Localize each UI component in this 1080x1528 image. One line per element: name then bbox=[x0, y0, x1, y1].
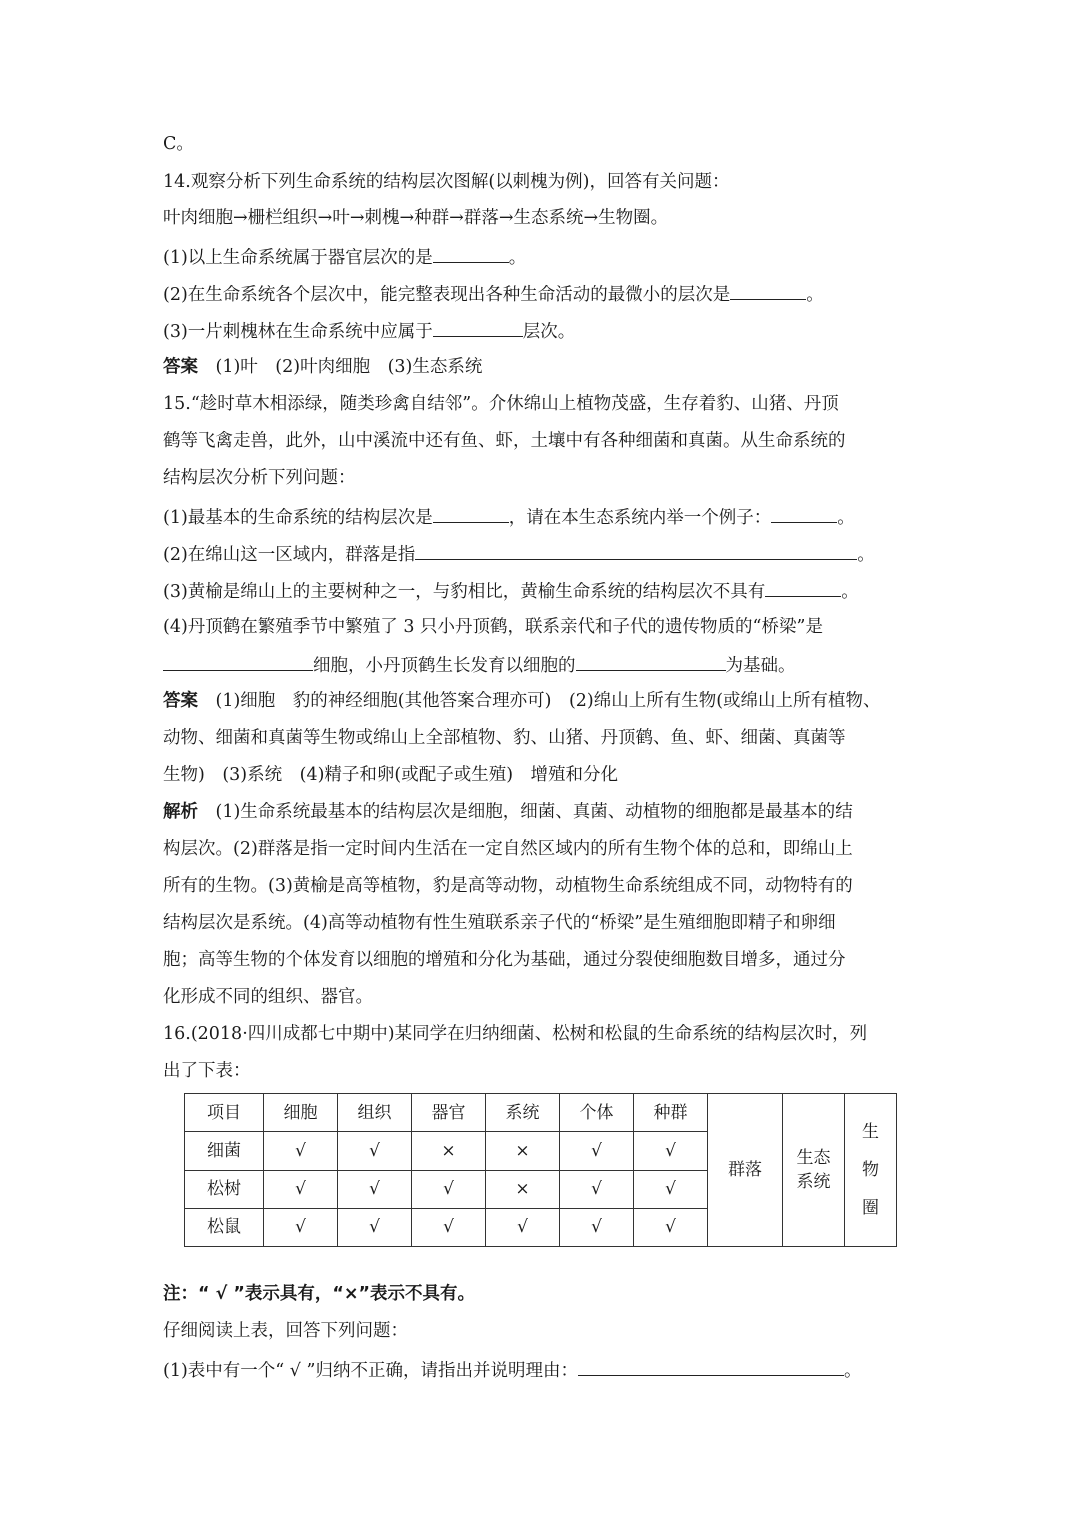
q14-part1: (1)以上生命系统属于器官层次的是 。 bbox=[163, 244, 526, 270]
q15-stem-2: 鹤等飞禽走兽，此外，山中溪流中还有鱼、虾，土壤中有各种细菌和真菌。从生命系统的 bbox=[163, 431, 846, 451]
q15-part1: (1)最基本的生命系统的结构层次是 ，请在本生态系统内举一个例子： 。 bbox=[163, 504, 855, 530]
answer-blank bbox=[771, 504, 837, 523]
q16-part1: (1)表中有一个“ √ ”归纳不正确，请指出并说明理由： 。 bbox=[163, 1357, 861, 1383]
table-header-row bbox=[185, 1094, 897, 1132]
q15-analysis-2: 构层次。(2)群落是指一定时间内生活在一定自然区域内的所有生物个体的总和，即绵山上 bbox=[163, 839, 853, 859]
header-cell: 组织 bbox=[338, 1094, 412, 1132]
answer-blank bbox=[433, 504, 509, 523]
table-cell: √ bbox=[560, 1132, 634, 1170]
header-cell: 器官 bbox=[412, 1094, 486, 1132]
table-cell: √ bbox=[264, 1170, 338, 1208]
q14-answer: 答案 (1)叶 (2)叶肉细胞 (3)生态系统 bbox=[163, 357, 483, 377]
q15-stem-1: 15.“趁时草木相添绿，随类珍禽自结邻”。介休绵山上植物茂盛，生存着豹、山猪、丹顶 bbox=[163, 394, 839, 414]
table-cell: × bbox=[486, 1170, 560, 1208]
answer-blank bbox=[163, 652, 313, 671]
header-cell-shengtai: 生态 系统 bbox=[783, 1094, 845, 1247]
answer-blank bbox=[578, 1357, 844, 1376]
table-cell: √ bbox=[338, 1132, 412, 1170]
q15-answer-2: 动物、细菌和真菌等生物或绵山上全部植物、豹、山猪、丹顶鹤、鱼、虾、细菌、真菌等 bbox=[163, 728, 846, 748]
header-cell: 细胞 bbox=[264, 1094, 338, 1132]
table-cell: √ bbox=[264, 1208, 338, 1246]
header-cell-qunluo: 群落 bbox=[708, 1094, 783, 1247]
header-cell-shengwuquan: 生 物 圈 bbox=[845, 1094, 897, 1247]
row-label: 细菌 bbox=[185, 1132, 264, 1170]
answer-label: 答案 bbox=[163, 691, 198, 711]
answer-blank bbox=[765, 578, 841, 597]
table-cell: √ bbox=[412, 1208, 486, 1246]
answer-label: 答案 bbox=[163, 357, 198, 377]
q14-stem: 14.观察分析下列生命系统的结构层次图解(以刺槐为例)，回答有关问题： bbox=[163, 172, 730, 192]
q15-part2: (2)在绵山这一区域内，群落是指 。 bbox=[163, 541, 875, 567]
table-cell: × bbox=[486, 1132, 560, 1170]
row-label: 松鼠 bbox=[185, 1208, 264, 1246]
answer-blank bbox=[433, 244, 509, 263]
table-cell: √ bbox=[412, 1170, 486, 1208]
q16-stem-2: 出了下表： bbox=[163, 1061, 251, 1081]
table-cell: √ bbox=[560, 1170, 634, 1208]
header-cell: 系统 bbox=[486, 1094, 560, 1132]
q15-answer-3: 生物) (3)系统 (4)精子和卵(或配子或生殖) 增殖和分化 bbox=[163, 765, 619, 785]
structure-level-table bbox=[184, 1093, 897, 1247]
q15-analysis-3: 所有的生物。(3)黄榆是高等植物，豹是高等动物，动植物生命系统组成不同，动物特有的 bbox=[163, 876, 853, 896]
table-cell: √ bbox=[338, 1170, 412, 1208]
q15-analysis-6: 化形成不同的组织、器官。 bbox=[163, 987, 373, 1007]
answer-blank bbox=[576, 652, 726, 671]
q14-part2: (2)在生命系统各个层次中，能完整表现出各种生命活动的最微小的层次是 。 bbox=[163, 281, 824, 307]
answer-blank bbox=[730, 281, 806, 300]
q15-part3: (3)黄榆是绵山上的主要树种之一，与豹相比，黄榆生命系统的结构层次不具有 。 bbox=[163, 578, 859, 604]
q15-part4-cont: 细胞，小丹顶鹤生长发育以细胞的 为基础。 bbox=[163, 652, 796, 678]
q14-part3: (3)一片刺槐林在生命系统中应属于 层次。 bbox=[163, 318, 575, 344]
table-note: 注：“ √ ”表示具有，“×”表示不具有。 bbox=[163, 1284, 476, 1304]
q15-analysis-5: 胞；高等生物的个体发育以细胞的增殖和分化为基础，通过分裂使细胞数目增多，通过分 bbox=[163, 950, 846, 970]
table-cell: × bbox=[412, 1132, 486, 1170]
table-cell: √ bbox=[486, 1208, 560, 1246]
answer-blank bbox=[433, 318, 523, 337]
answer-blank bbox=[415, 541, 857, 560]
table-cell: √ bbox=[634, 1132, 708, 1170]
q15-part4: (4)丹顶鹤在繁殖季节中繁殖了 3 只小丹顶鹤，联系亲代和子代的遗传物质的“桥梁”是 bbox=[163, 617, 823, 637]
header-cell: 个体 bbox=[560, 1094, 634, 1132]
table-cell: √ bbox=[560, 1208, 634, 1246]
q15-stem-3: 结构层次分析下列问题： bbox=[163, 468, 356, 488]
q14-chain: 叶肉细胞→栅栏组织→叶→刺槐→种群→群落→生态系统→生物圈。 bbox=[163, 208, 669, 228]
header-cell: 项目 bbox=[185, 1094, 264, 1132]
table-cell: √ bbox=[338, 1208, 412, 1246]
analysis-label: 解析 bbox=[163, 802, 198, 822]
q15-analysis-4: 结构层次是系统。(4)高等动植物有性生殖联系亲子代的“桥梁”是生殖细胞即精子和卵细 bbox=[163, 913, 836, 933]
q16-stem-1: 16.(2018·四川成都七中期中)某同学在归纳细菌、松树和松鼠的生命系统的结构层次时，列 bbox=[163, 1024, 868, 1044]
read-instruction: 仔细阅读上表，回答下列问题： bbox=[163, 1321, 408, 1341]
header-cell: 种群 bbox=[634, 1094, 708, 1132]
q15-answer-1: 答案 (1)细胞 豹的神经细胞(其他答案合理亦可) (2)绵山上所有生物(或绵山上所有植物、 bbox=[163, 691, 881, 711]
text-line-c: C。 bbox=[163, 134, 194, 154]
table-cell: √ bbox=[264, 1132, 338, 1170]
q15-analysis-1: 解析 (1)生命系统最基本的结构层次是细胞，细菌、真菌、动植物的细胞都是最基本的结 bbox=[163, 802, 853, 822]
table-cell: √ bbox=[634, 1170, 708, 1208]
table-cell: √ bbox=[634, 1208, 708, 1246]
row-label: 松树 bbox=[185, 1170, 264, 1208]
